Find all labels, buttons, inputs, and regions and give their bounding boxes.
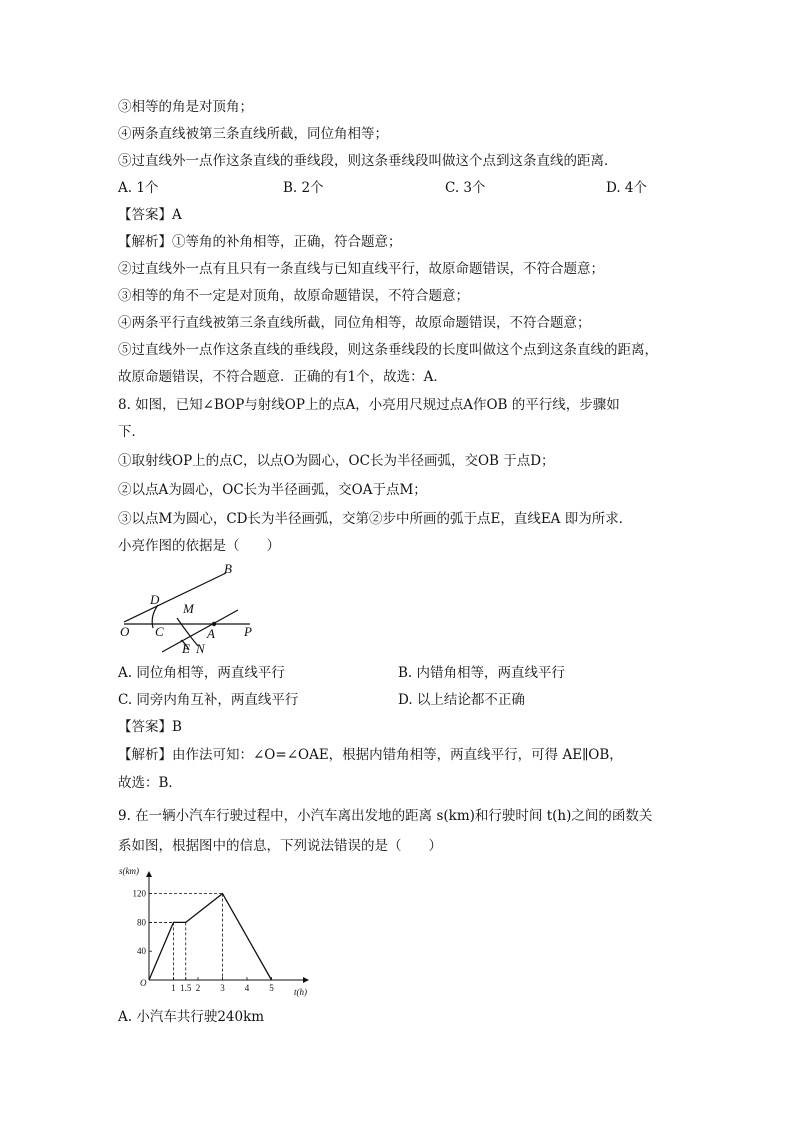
label-e: E <box>182 641 190 656</box>
y-tick-label: 120 <box>132 888 146 899</box>
q7-statement-3: ③相等的角是对顶角； <box>118 99 253 115</box>
q7-option-d: D. 4个 <box>606 180 648 196</box>
x-tick-label: 1.5 <box>180 983 192 993</box>
x-axis-label: t(h) <box>294 987 307 997</box>
x-tick-label: 3 <box>220 983 225 993</box>
q7-option-c: C. 3个 <box>445 180 486 196</box>
q7-explanation-1: 【解析】①等角的补角相等，正确，符合题意； <box>118 234 402 250</box>
label-p: P <box>244 624 252 639</box>
ray-ob <box>124 573 226 622</box>
x-tick-label: 2 <box>195 983 201 993</box>
q8-explanation-1: 【解析】由作法可知：∠O=∠OAE，根据内错角相等，两直线平行，可得 AE∥OB， <box>118 747 623 763</box>
q7-explanation-3: ③相等的角不一定是对顶角，故原命题错误，不符合题意； <box>118 288 469 304</box>
q8-explanation-2: 故选：B． <box>118 775 182 791</box>
q8-option-a: A. 同位角相等，两直线平行 <box>118 665 285 681</box>
q8-stem-3: 小亮作图的依据是（ ） <box>118 538 280 554</box>
q8-stem-1: 8. 如图，已知∠BOP与射线OP上的点A，小亮用尺规过点A作OB 的平行线，步骤如 <box>118 397 620 413</box>
q7-explanation-2: ②过直线外一点有且只有一条直线与已知直线平行，故原命题错误，不符合题意； <box>118 261 604 277</box>
y-axis-label: s(km) <box>119 866 139 876</box>
q8-stem-2: 下． <box>118 424 145 440</box>
label-d: D <box>150 592 160 607</box>
q7-explanation-5: ⑤过直线外一点作这条直线的垂线段，则这条垂线段的长度叫做这个点到这条直线的距离， <box>118 342 658 358</box>
q9-stem-2: 系如图，根据图中的信息，下列说法错误的是（ ） <box>118 838 442 854</box>
y-tick-label: 40 <box>137 946 146 957</box>
q8-answer: 【答案】B <box>118 719 182 735</box>
q8-option-c: C. 同旁内角互补，两直线平行 <box>118 692 299 708</box>
q7-statement-4: ④两条直线被第三条直线所截，同位角相等； <box>118 126 388 142</box>
q7-option-b: B. 2个 <box>283 180 324 196</box>
x-tick-label: 5 <box>269 983 274 993</box>
q7-option-a: A. 1个 <box>118 180 159 196</box>
y-tick-label: 80 <box>137 917 146 928</box>
label-c: C <box>155 624 164 639</box>
q8-option-d: D. 以上结论都不正确 <box>398 692 525 708</box>
q9-chart <box>110 860 320 1000</box>
label-m: M <box>183 601 194 616</box>
label-o: O <box>120 624 130 639</box>
q8-figure <box>110 560 280 660</box>
label-a: A <box>207 626 215 641</box>
q8-option-b: B. 内错角相等，两直线平行 <box>398 665 566 681</box>
q7-explanation-6: 故原命题错误，不符合题意．正确的有1个，故选：A． <box>118 369 447 385</box>
q8-step-1: ①取射线OP上的点C，以点O为圆心，OC长为半径画弧，交OB 于点D； <box>118 453 555 469</box>
q9-option-a: A. 小汽车共行驶240km <box>118 1009 265 1025</box>
q9-stem-1: 9. 在一辆小汽车行驶过程中，小汽车离出发地的距离 s(km)和行驶时间 t(h)之间的函数关 <box>118 808 653 824</box>
q7-statement-5: ⑤过直线外一点作这条直线的垂线段，则这条垂线段叫做这个点到这条直线的距离． <box>118 153 618 169</box>
q8-step-3: ③以点M为圆心，CD长为半径画弧，交第②步中所画的弧于点E，直线EA 即为所求． <box>118 511 633 527</box>
x-tick-label: 1 <box>171 983 176 993</box>
series-line <box>149 894 272 980</box>
q7-explanation-4: ④两条平行直线被第三条直线所截，同位角相等，故原命题错误，不符合题意； <box>118 315 591 331</box>
label-b: B <box>224 561 232 576</box>
label-n: N <box>196 641 205 656</box>
origin-label: O <box>140 978 147 988</box>
x-tick-label: 4 <box>244 983 250 993</box>
q7-answer: 【答案】A <box>118 207 182 223</box>
q8-step-2: ②以点A为圆心，OC长为半径画弧，交OA于点M； <box>118 482 427 498</box>
